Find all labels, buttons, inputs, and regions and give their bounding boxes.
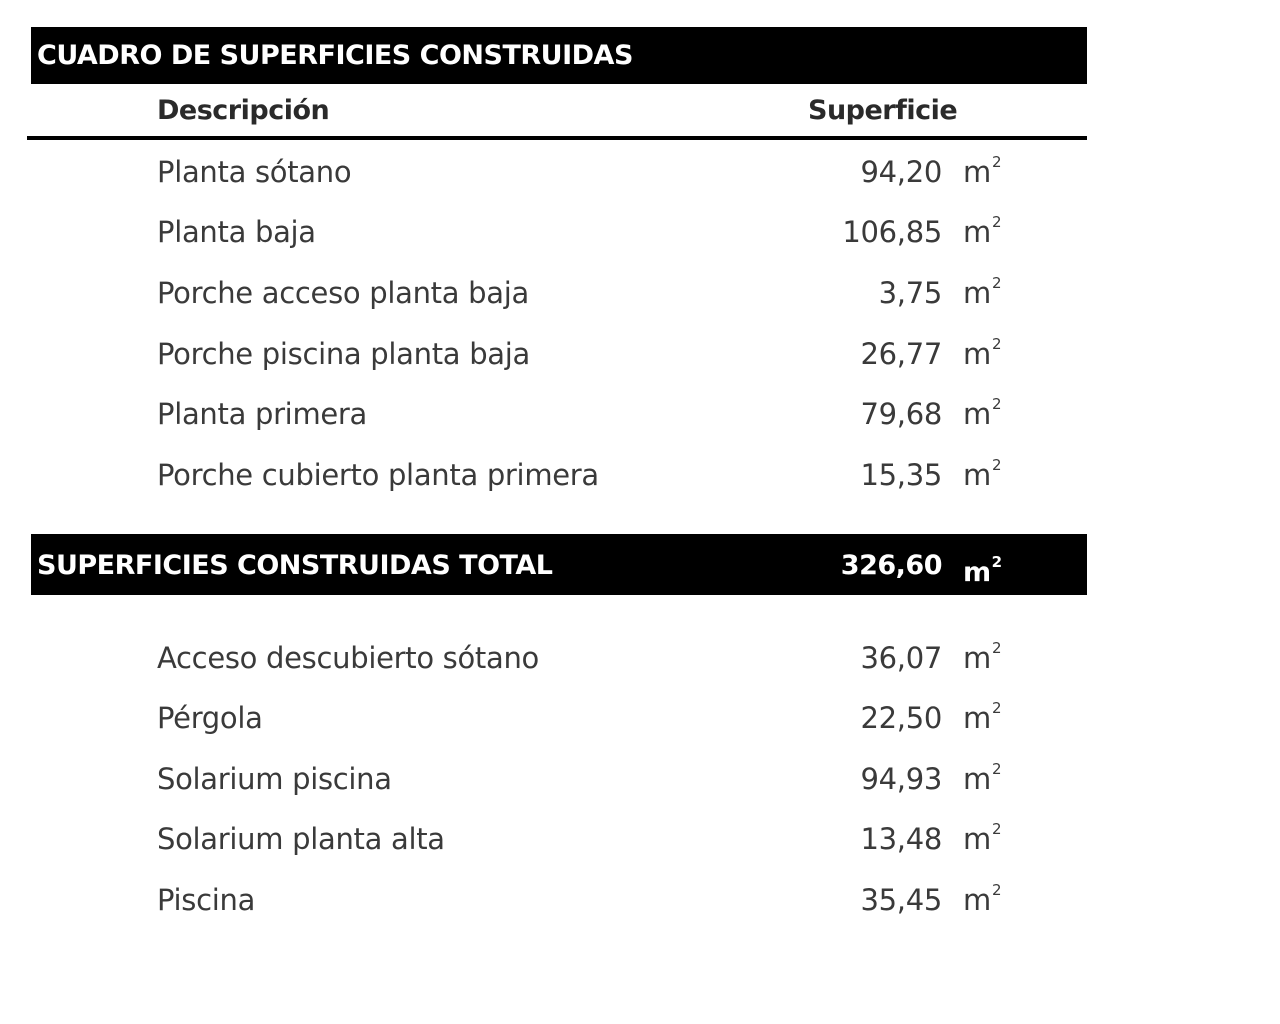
table-row	[0, 276, 1280, 316]
table-row	[0, 215, 1280, 255]
row-label: Porche cubierto planta primera	[157, 458, 599, 492]
row-unit: $m^2$	[963, 395, 1002, 431]
row-unit: $m^2$	[963, 274, 1002, 310]
row-value: 15,35	[860, 458, 942, 492]
table-row	[0, 701, 1280, 741]
table-row	[0, 641, 1280, 681]
table-row	[0, 397, 1280, 437]
row-value: 106,85	[842, 215, 942, 249]
row-value: 3,75	[878, 276, 942, 310]
row-label: Porche acceso planta baja	[157, 276, 529, 310]
table-row	[0, 762, 1280, 802]
row-label: Piscina	[157, 883, 256, 917]
row-unit: $m^2$	[963, 335, 1002, 371]
row-unit: $m^2$	[963, 456, 1002, 492]
total-bar	[31, 534, 1087, 595]
row-label: Porche piscina planta baja	[157, 337, 530, 371]
total-label: SUPERFICIES CONSTRUIDAS TOTAL	[37, 550, 553, 581]
total-value: 326,60	[840, 550, 942, 581]
row-value: 26,77	[860, 337, 942, 371]
table-row	[0, 155, 1280, 195]
row-value: 13,48	[860, 822, 942, 856]
row-value: 79,68	[860, 397, 942, 431]
row-unit: $m^2$	[963, 699, 1002, 735]
total-unit: $m^2$	[963, 553, 1002, 588]
row-label: Solarium planta alta	[157, 822, 445, 856]
row-value: 35,45	[860, 883, 942, 917]
row-unit: $m^2$	[963, 760, 1002, 796]
table-row	[0, 822, 1280, 862]
row-unit: $m^2$	[963, 639, 1002, 675]
table-row	[0, 883, 1280, 923]
table-row	[0, 458, 1280, 498]
row-unit: $m^2$	[963, 153, 1002, 189]
row-value: 94,93	[860, 762, 942, 796]
row-label: Solarium piscina	[157, 762, 392, 796]
row-label: Acceso descubierto sótano	[157, 641, 539, 675]
row-unit: $m^2$	[963, 881, 1002, 917]
row-label: Pérgola	[157, 701, 263, 735]
row-value: 94,20	[860, 155, 942, 189]
row-label: Planta sótano	[157, 155, 352, 189]
table-title: CUADRO DE SUPERFICIES CONSTRUIDAS	[31, 27, 1087, 84]
column-header-description: Descripción	[157, 95, 330, 126]
header-divider	[27, 136, 1087, 140]
row-unit: $m^2$	[963, 820, 1002, 856]
row-value: 36,07	[860, 641, 942, 675]
row-unit: $m^2$	[963, 213, 1002, 249]
row-label: Planta baja	[157, 215, 316, 249]
row-label: Planta primera	[157, 397, 368, 431]
table-row	[0, 337, 1280, 377]
row-value: 22,50	[860, 701, 942, 735]
column-header-surface: Superficie	[808, 95, 958, 126]
